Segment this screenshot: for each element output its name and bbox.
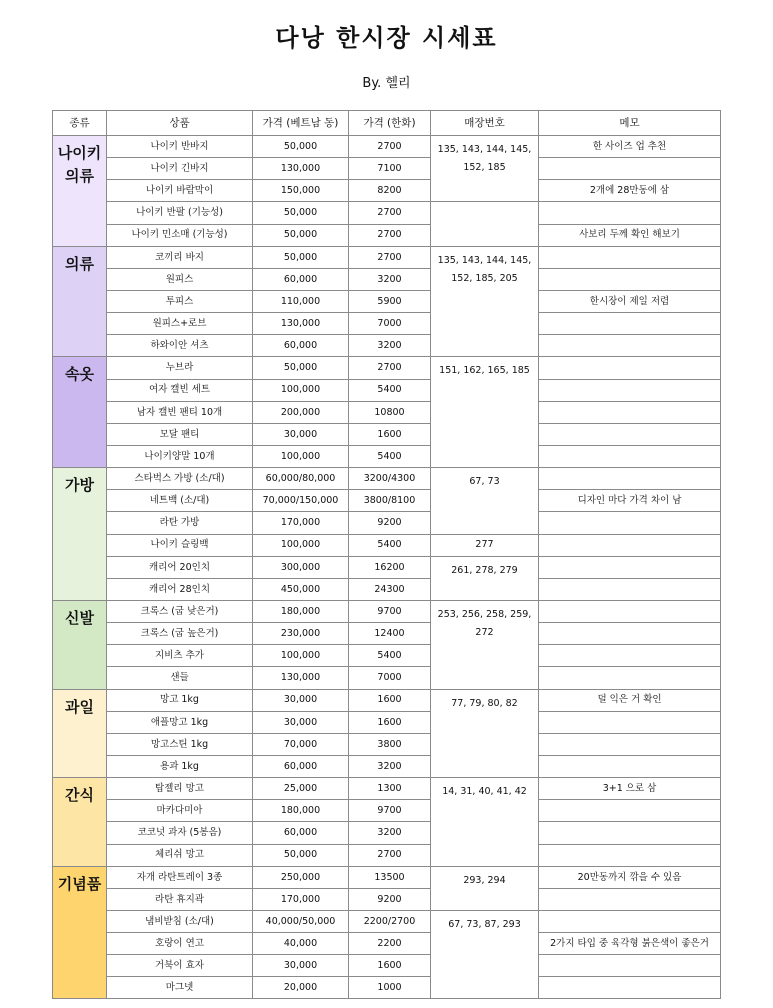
product-cell: 체리쉬 망고 (107, 844, 253, 866)
stall-cell-empty (431, 202, 539, 246)
category-bags: 가방 (53, 468, 107, 601)
table-row (53, 335, 721, 357)
memo-cell (539, 445, 721, 467)
memo-cell: 3+1 으로 삼 (539, 778, 721, 800)
stall-cell: 14, 31, 40, 41, 42 (431, 778, 539, 867)
memo-cell (539, 733, 721, 755)
table-row (53, 158, 721, 180)
price-krw-cell: 16200 (349, 556, 431, 578)
price-vnd-cell: 100,000 (253, 445, 349, 467)
stall-cell: 261, 278, 279 (431, 556, 539, 600)
product-cell: 남자 캘빈 팬티 10개 (107, 401, 253, 423)
table-row (53, 290, 721, 312)
memo-cell: 한 사이즈 업 추천 (539, 136, 721, 158)
product-cell: 코끼리 바지 (107, 246, 253, 268)
memo-cell (539, 357, 721, 379)
product-cell: 샌들 (107, 667, 253, 689)
memo-cell (539, 556, 721, 578)
stall-cell: 151, 162, 165, 185 (431, 357, 539, 468)
price-krw-cell: 3800/8100 (349, 490, 431, 512)
product-cell: 나이키 바람막이 (107, 180, 253, 202)
price-krw-cell: 2200/2700 (349, 910, 431, 932)
product-cell: 탑젤리 망고 (107, 778, 253, 800)
price-vnd-cell: 50,000 (253, 136, 349, 158)
category-shoes: 신발 (53, 600, 107, 689)
price-vnd-cell: 25,000 (253, 778, 349, 800)
table-row (53, 844, 721, 866)
price-krw-cell: 3800 (349, 733, 431, 755)
product-cell: 나이키 반팔 (기능성) (107, 202, 253, 224)
memo-cell (539, 202, 721, 224)
price-vnd-cell: 30,000 (253, 689, 349, 711)
product-cell: 모달 팬티 (107, 423, 253, 445)
table-row (53, 224, 721, 246)
stall-cell: 253, 256, 258, 259, 272 (431, 600, 539, 689)
product-cell: 라탄 휴지곽 (107, 888, 253, 910)
table-row (53, 445, 721, 467)
table-row (53, 600, 721, 622)
price-krw-cell: 1600 (349, 423, 431, 445)
product-cell: 나이키 슬링백 (107, 534, 253, 556)
price-krw-cell: 5400 (349, 534, 431, 556)
price-vnd-cell: 180,000 (253, 800, 349, 822)
table-row (53, 778, 721, 800)
product-cell: 망고스틴 1kg (107, 733, 253, 755)
product-cell: 마카다미아 (107, 800, 253, 822)
memo-cell (539, 910, 721, 932)
memo-cell (539, 822, 721, 844)
table-row (53, 733, 721, 755)
product-cell: 나이키 긴바지 (107, 158, 253, 180)
table-row (53, 711, 721, 733)
price-krw-cell: 2700 (349, 136, 431, 158)
header-stall: 매장번호 (431, 111, 539, 136)
price-vnd-cell: 100,000 (253, 534, 349, 556)
price-vnd-cell: 100,000 (253, 379, 349, 401)
product-cell: 라탄 가방 (107, 512, 253, 534)
table-row (53, 910, 721, 932)
product-cell: 나이키 민소매 (기능성) (107, 224, 253, 246)
stall-cell: 135, 143, 144, 145, 152, 185 (431, 136, 539, 202)
category-underwear: 속옷 (53, 357, 107, 468)
memo-cell (539, 888, 721, 910)
price-vnd-cell: 50,000 (253, 357, 349, 379)
product-cell: 크록스 (굽 낮은거) (107, 600, 253, 622)
memo-cell (539, 379, 721, 401)
price-vnd-cell: 50,000 (253, 844, 349, 866)
table-row (53, 955, 721, 977)
table-row (53, 423, 721, 445)
price-krw-cell: 2700 (349, 224, 431, 246)
memo-cell (539, 534, 721, 556)
product-cell: 하와이안 셔츠 (107, 335, 253, 357)
price-krw-cell: 1000 (349, 977, 431, 999)
price-vnd-cell: 60,000 (253, 755, 349, 777)
price-vnd-cell: 110,000 (253, 290, 349, 312)
table-row (53, 268, 721, 290)
price-krw-cell: 9700 (349, 600, 431, 622)
table-row (53, 534, 721, 556)
table-row (53, 755, 721, 777)
price-table (52, 110, 721, 999)
price-vnd-cell: 30,000 (253, 955, 349, 977)
price-vnd-cell: 70,000/150,000 (253, 490, 349, 512)
table-row (53, 888, 721, 910)
price-krw-cell: 5900 (349, 290, 431, 312)
product-cell: 네트백 (소/대) (107, 490, 253, 512)
product-cell: 원피스+로브 (107, 313, 253, 335)
product-cell: 누브라 (107, 357, 253, 379)
header-product: 상품 (107, 111, 253, 136)
product-cell: 투피스 (107, 290, 253, 312)
price-vnd-cell: 250,000 (253, 866, 349, 888)
price-krw-cell: 5400 (349, 379, 431, 401)
price-vnd-cell: 60,000 (253, 268, 349, 290)
price-krw-cell: 24300 (349, 578, 431, 600)
stall-cell: 67, 73 (431, 468, 539, 534)
table-row (53, 977, 721, 999)
price-krw-cell: 9700 (349, 800, 431, 822)
price-krw-cell: 2700 (349, 844, 431, 866)
header-category: 종류 (53, 111, 107, 136)
memo-cell (539, 512, 721, 534)
memo-cell: 20만동까지 깎을 수 있음 (539, 866, 721, 888)
price-krw-cell: 8200 (349, 180, 431, 202)
memo-cell (539, 313, 721, 335)
category-nike-clothing: 나이키 의류 (53, 136, 107, 247)
price-krw-cell: 3200/4300 (349, 468, 431, 490)
price-krw-cell: 7100 (349, 158, 431, 180)
table-row (53, 556, 721, 578)
price-vnd-cell: 70,000 (253, 733, 349, 755)
stall-cell: 67, 73, 87, 293 (431, 910, 539, 999)
product-cell: 용과 1kg (107, 755, 253, 777)
price-krw-cell: 9200 (349, 512, 431, 534)
memo-cell (539, 645, 721, 667)
table-row (53, 379, 721, 401)
author-line: By. 헬리 (362, 76, 411, 91)
table-row (53, 468, 721, 490)
price-krw-cell: 7000 (349, 667, 431, 689)
memo-cell (539, 711, 721, 733)
table-row (53, 490, 721, 512)
memo-cell (539, 800, 721, 822)
price-vnd-cell: 40,000/50,000 (253, 910, 349, 932)
price-krw-cell: 2700 (349, 246, 431, 268)
price-vnd-cell: 200,000 (253, 401, 349, 423)
price-krw-cell: 2700 (349, 202, 431, 224)
stall-cell: 293, 294 (431, 866, 539, 910)
price-vnd-cell: 30,000 (253, 711, 349, 733)
table-row (53, 246, 721, 268)
price-vnd-cell: 130,000 (253, 158, 349, 180)
price-vnd-cell: 150,000 (253, 180, 349, 202)
stall-cell: 77, 79, 80, 82 (431, 689, 539, 778)
price-vnd-cell: 60,000 (253, 335, 349, 357)
memo-cell: 2가지 타입 중 육각형 붉은색이 좋은거 (539, 933, 721, 955)
category-clothing: 의류 (53, 246, 107, 357)
price-krw-cell: 10800 (349, 401, 431, 423)
table-row (53, 689, 721, 711)
product-cell: 애플망고 1kg (107, 711, 253, 733)
category-souvenirs: 기념품 (53, 866, 107, 999)
product-cell: 거북이 효자 (107, 955, 253, 977)
product-cell: 캐리어 28인치 (107, 578, 253, 600)
price-vnd-cell: 300,000 (253, 556, 349, 578)
price-vnd-cell: 450,000 (253, 578, 349, 600)
memo-cell (539, 246, 721, 268)
price-vnd-cell: 100,000 (253, 645, 349, 667)
product-cell: 지비츠 추가 (107, 645, 253, 667)
table-row (53, 512, 721, 534)
page-title: 다낭 한시장 시세표 (275, 24, 498, 52)
table-row (53, 933, 721, 955)
price-krw-cell: 5400 (349, 445, 431, 467)
product-cell: 냄비받침 (소/대) (107, 910, 253, 932)
table-row (53, 202, 721, 224)
memo-cell (539, 401, 721, 423)
price-krw-cell: 1600 (349, 955, 431, 977)
table-row (53, 667, 721, 689)
table-row (53, 578, 721, 600)
table-row (53, 645, 721, 667)
product-cell: 나이키 반바지 (107, 136, 253, 158)
price-vnd-cell: 30,000 (253, 423, 349, 445)
memo-cell (539, 158, 721, 180)
price-krw-cell: 5400 (349, 645, 431, 667)
price-vnd-cell: 180,000 (253, 600, 349, 622)
table-row (53, 313, 721, 335)
product-cell: 망고 1kg (107, 689, 253, 711)
table-row (53, 401, 721, 423)
price-krw-cell: 2200 (349, 933, 431, 955)
table-row (53, 180, 721, 202)
category-fruit: 과일 (53, 689, 107, 778)
memo-cell (539, 755, 721, 777)
memo-cell (539, 955, 721, 977)
product-cell: 스타벅스 가방 (소/대) (107, 468, 253, 490)
memo-cell (539, 844, 721, 866)
price-vnd-cell: 60,000 (253, 822, 349, 844)
price-krw-cell: 3200 (349, 335, 431, 357)
price-vnd-cell: 60,000/80,000 (253, 468, 349, 490)
price-vnd-cell: 170,000 (253, 888, 349, 910)
table-row (53, 136, 721, 158)
memo-cell (539, 268, 721, 290)
header-price-krw: 가격 (한화) (349, 111, 431, 136)
product-cell: 원피스 (107, 268, 253, 290)
stall-cell: 277 (431, 534, 539, 556)
price-krw-cell: 1600 (349, 689, 431, 711)
price-vnd-cell: 130,000 (253, 667, 349, 689)
table-row (53, 866, 721, 888)
table-row (53, 822, 721, 844)
memo-cell: 2개에 28만동에 삼 (539, 180, 721, 202)
memo-cell (539, 623, 721, 645)
header-memo: 메모 (539, 111, 721, 136)
price-krw-cell: 13500 (349, 866, 431, 888)
price-vnd-cell: 20,000 (253, 977, 349, 999)
price-vnd-cell: 170,000 (253, 512, 349, 534)
product-cell: 나이키양말 10개 (107, 445, 253, 467)
price-vnd-cell: 50,000 (253, 224, 349, 246)
price-vnd-cell: 50,000 (253, 246, 349, 268)
price-vnd-cell: 40,000 (253, 933, 349, 955)
memo-cell (539, 667, 721, 689)
price-krw-cell: 3200 (349, 822, 431, 844)
product-cell: 코코넛 과자 (5봉음) (107, 822, 253, 844)
price-krw-cell: 9200 (349, 888, 431, 910)
price-krw-cell: 12400 (349, 623, 431, 645)
price-krw-cell: 1600 (349, 711, 431, 733)
memo-cell (539, 977, 721, 999)
memo-cell: 한시장이 제일 저렴 (539, 290, 721, 312)
product-cell: 여자 캘빈 세트 (107, 379, 253, 401)
product-cell: 호랑이 연고 (107, 933, 253, 955)
memo-cell (539, 335, 721, 357)
memo-cell (539, 600, 721, 622)
price-krw-cell: 3200 (349, 755, 431, 777)
product-cell: 자개 라탄트레이 3종 (107, 866, 253, 888)
table-row (53, 623, 721, 645)
stall-cell: 135, 143, 144, 145, 152, 185, 205 (431, 246, 539, 357)
table-row (53, 800, 721, 822)
product-cell: 마그넷 (107, 977, 253, 999)
price-vnd-cell: 230,000 (253, 623, 349, 645)
header-price-vnd: 가격 (베트남 동) (253, 111, 349, 136)
memo-cell (539, 468, 721, 490)
product-cell: 크록스 (굽 높은거) (107, 623, 253, 645)
price-vnd-cell: 50,000 (253, 202, 349, 224)
price-krw-cell: 2700 (349, 357, 431, 379)
category-snacks: 간식 (53, 778, 107, 867)
table-row (53, 357, 721, 379)
memo-cell: 디자인 마다 가격 차이 남 (539, 490, 721, 512)
memo-cell: 사보리 두께 확인 해보기 (539, 224, 721, 246)
table-header-row (53, 111, 721, 136)
price-vnd-cell: 130,000 (253, 313, 349, 335)
price-krw-cell: 1300 (349, 778, 431, 800)
price-krw-cell: 7000 (349, 313, 431, 335)
memo-cell: 덜 익은 거 확인 (539, 689, 721, 711)
memo-cell (539, 578, 721, 600)
price-krw-cell: 3200 (349, 268, 431, 290)
product-cell: 캐리어 20인치 (107, 556, 253, 578)
memo-cell (539, 423, 721, 445)
